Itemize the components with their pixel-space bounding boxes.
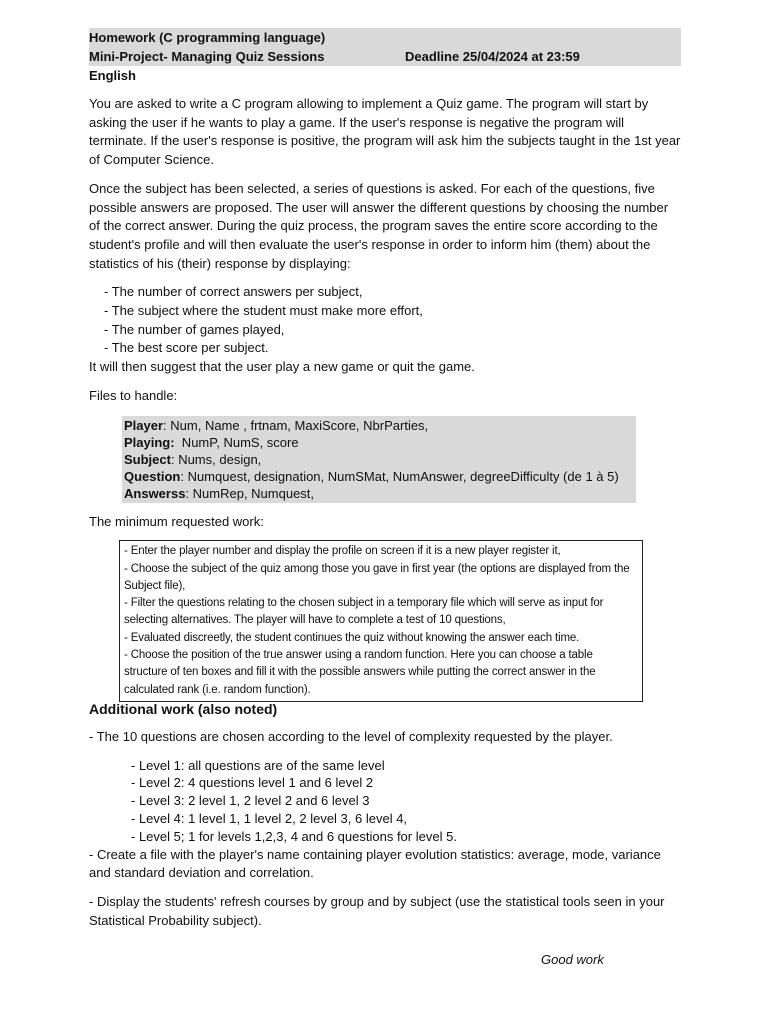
list-item: - Level 1: all questions are of the same level [131, 757, 385, 773]
work-line: selecting alternatives. The player will have to complete a test of 10 questions, [124, 614, 506, 627]
list-item: - Level 3: 2 level 1, 2 level 2 and 6 level 3 [131, 793, 370, 809]
file-row-playing [124, 434, 636, 451]
file-fields: : Nums, design, [170, 451, 262, 467]
levels-list [89, 757, 681, 846]
files-box [122, 416, 636, 503]
document-header [89, 28, 681, 66]
file-name: Player [124, 417, 164, 433]
display-courses-text: - Display the students' refresh courses by group and by subject (use the statistical tools seen in your Statistical Probability subject). [89, 894, 665, 928]
files-label: Files to handle: [89, 387, 178, 403]
closing-signoff: Good work [541, 952, 604, 967]
work-line: - Choose the position of the true answer using a random function. Here you can choose a table [124, 649, 593, 662]
file-fields: : Numquest, designation, NumSMat, NumAnswer, degreeDifficulty (de 1 à 5) [180, 468, 619, 484]
language-label: English [89, 68, 136, 83]
min-work-label: The minimum requested work: [89, 513, 264, 529]
work-line: structure of ten boxes and fill it with the possible answers while putting the correct answer in the [124, 666, 596, 679]
list-item: - Level 5; 1 for levels 1,2,3, 4 and 6 questions for level 5. [131, 828, 457, 844]
subject-paragraph: Once the subject has been selected, a series of questions is asked. For each of the questions, five possible answers are proposed. The user will answer the different questions by choosing the number of the correct answer. During the quiz process, the program saves the entire score according to the student's profile and will then evaluate the user's response in order to inform him (them) about the statistics of his (their) response by displaying: [89, 180, 669, 271]
work-line: calculated rank (i.e. random function). [124, 683, 311, 696]
list-item: - The number of games played, [104, 321, 285, 337]
file-row-question [124, 468, 636, 485]
file-row-player [124, 417, 636, 434]
file-fields: NumP, NumS, score [174, 434, 299, 450]
file-name: Subject [124, 451, 171, 467]
additional-intro: - The 10 questions are chosen according to the level of complexity requested by the player. [89, 728, 613, 744]
file-fields: : NumRep, Numquest, [185, 485, 315, 501]
list-item: - The number of correct answers per subject, [104, 284, 363, 300]
min-work-box [119, 540, 643, 702]
project-title-line [89, 47, 681, 66]
list-item: - Level 4: 1 level 1, 1 level 2, 2 level 3, 6 level 4, [131, 811, 408, 827]
file-fields: : Num, Name , frtnam, MaxiScore, NbrParties, [163, 417, 429, 433]
course-title: Homework (C programming language) [89, 30, 326, 45]
intro-paragraph: You are asked to write a C program allowing to implement a Quiz game. The program will start by asking the user if he wants to play a game. If the user's response is negative the program will terminate. If the user's response is positive, the program will ask him the subjects taught in the 1st year of Computer Science. [89, 96, 681, 168]
additional-work-title: Additional work (also noted) [89, 700, 278, 717]
create-file-text: - Create a file with the player's name containing player evolution statistics: average, mode, variance and standard deviation and correlation. [89, 846, 661, 881]
file-row-answers [124, 485, 636, 502]
deadline: Deadline 25/04/2024 at 23:59 [405, 49, 580, 64]
file-row-subject [124, 451, 636, 468]
document-page [89, 28, 681, 930]
list-item: - Level 2: 4 questions level 1 and 6 level 2 [131, 775, 374, 791]
list-item: - The best score per subject. [104, 340, 269, 356]
work-line: - Evaluated discreetly, the student continues the quiz without knowing the answer each time. [124, 631, 580, 644]
work-line: Subject file), [124, 579, 186, 592]
file-name: Playing: [124, 434, 175, 450]
file-name: Question [124, 468, 181, 484]
work-line: - Enter the player number and display the profile on screen if it is a new player register it, [124, 545, 561, 558]
work-line: - Filter the questions relating to the chosen subject in a temporary file which will serve as input for [124, 597, 604, 610]
list-item: - The subject where the student must make more effort, [104, 303, 423, 319]
statistics-list [89, 283, 681, 358]
file-name: Answerss [124, 485, 186, 501]
project-title: Mini-Project- Managing Quiz Sessions [89, 49, 325, 64]
work-line: - Choose the subject of the quiz among those you gave in first year (the options are displayed from the [124, 562, 630, 575]
suggestion-text: It will then suggest that the user play a new game or quit the game. [89, 359, 475, 375]
